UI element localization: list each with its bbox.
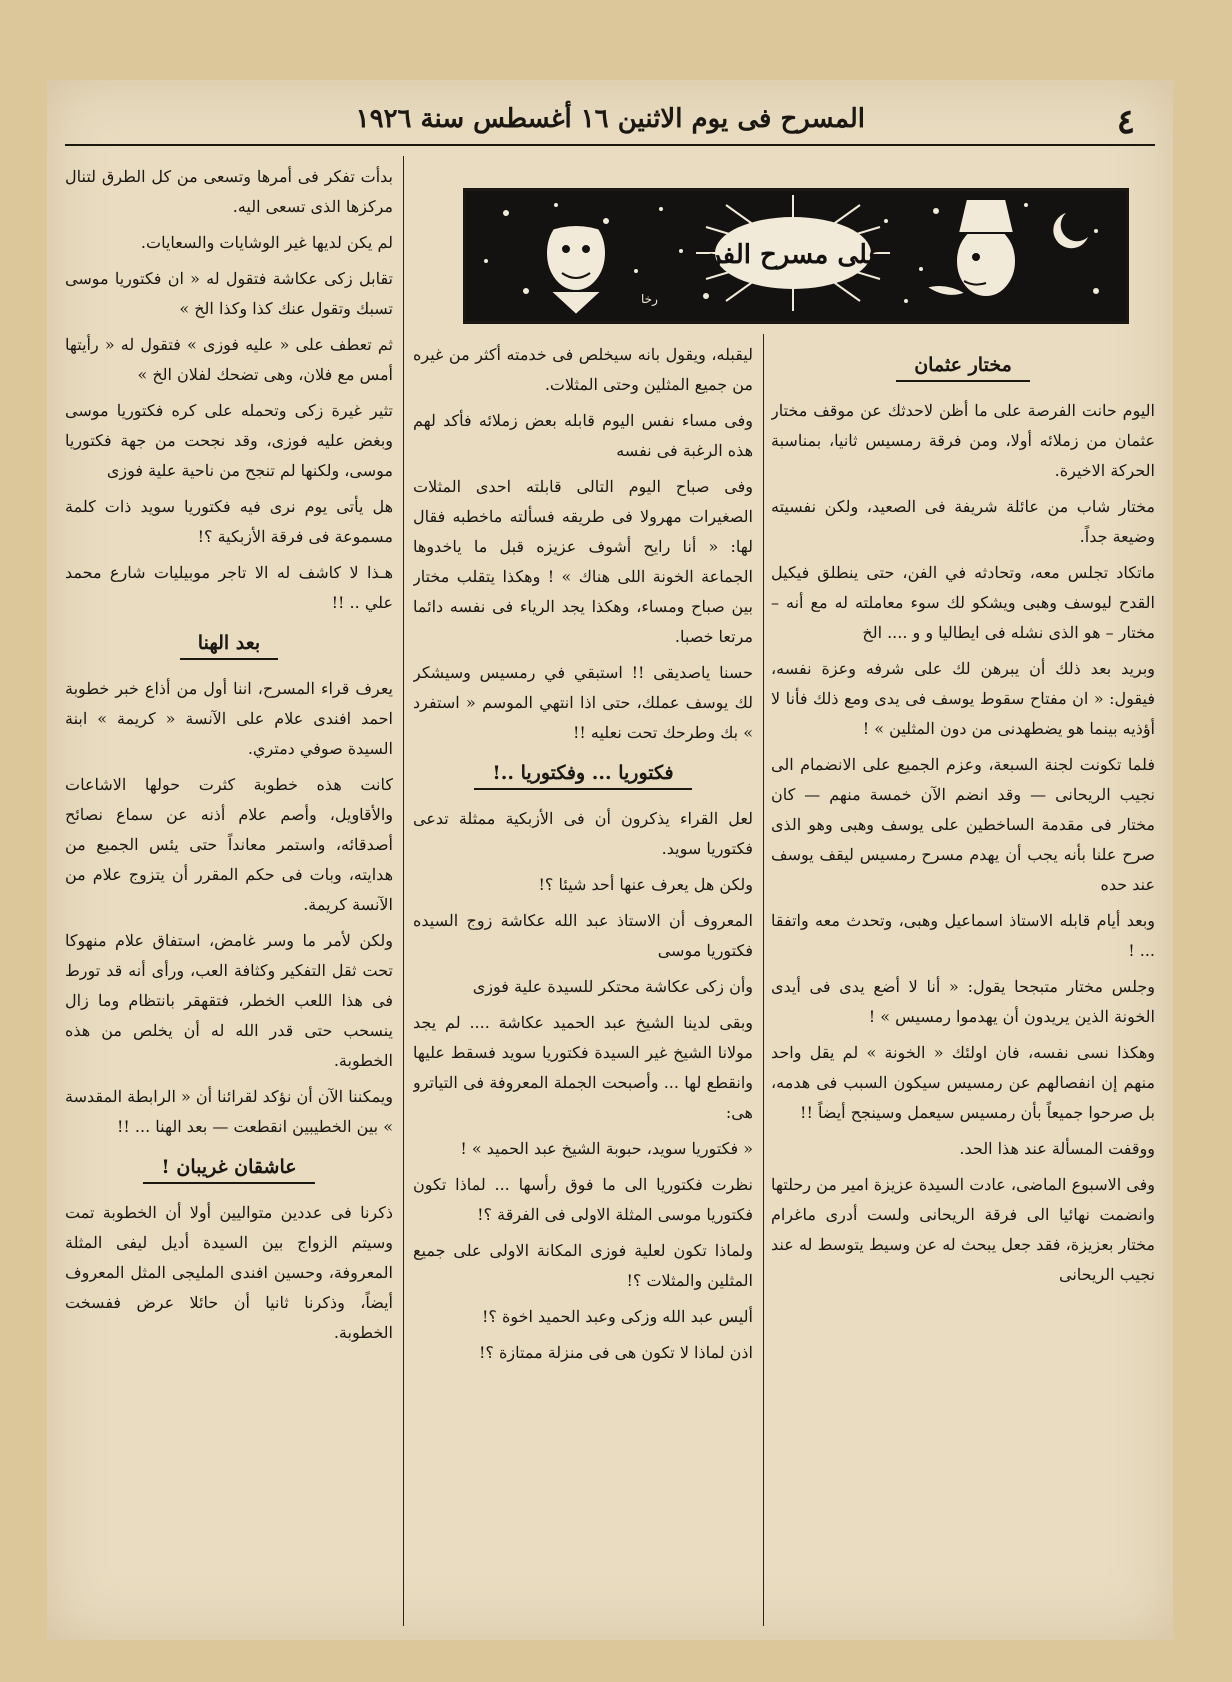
paragraph: أليس عبد الله وزكى وعبد الحميد اخوة ؟!: [481, 1307, 753, 1326]
paragraph: ولكن هل يعرف عنها أحد شيئا ؟!: [538, 875, 753, 894]
paragraph: « فكتوريا سويد، حبوبة الشيخ عبد الحميد » !: [460, 1139, 753, 1158]
paragraph: وفى مساء نفس اليوم قابله بعض زملائه فأكد لهم هذه الرغبة فى نفسه: [413, 411, 753, 460]
page-number: ٤: [1116, 102, 1135, 142]
paragraph: المعروف أن الاستاذ عبد الله عكاشة زوج السيده فكتوريا موسى: [413, 911, 753, 960]
banner-illustration: [466, 191, 1120, 315]
paragraph: هل يأتى يوم نرى فيه فكتوريا سويد ذات كلمة مسموعة فى فرقة الأزبكية ؟!: [65, 497, 393, 546]
paragraph: وفى صباح اليوم التالى قابلته احدى المثلات الصغيرات مهرولا فى طريقه فسألته ماخطبه فقال لها: « أنا رايح أشوف عزيزه قبل ما ياخدوها الجماعة الخونة اللى هناك » ! وهكذا يتقلب مختار بين صباح ومساء، وهكذا يجد الرياء فى نفسه دائما مرتعا خصبا.: [413, 477, 753, 646]
paragraph: نظرت فكتوريا الى ما فوق رأسها ... لماذا تكون فكتوريا موسى المثلة الاولى فى الفرقة ؟!: [413, 1175, 753, 1224]
paragraph: ولماذا تكون لعلية فوزى المكانة الاولى على جميع المثلين والمثلات ؟!: [413, 1241, 753, 1290]
paragraph: بدأت تفكر فى أمرها وتسعى من كل الطرق لتنال مركزها الذى تسعى اليه.: [65, 167, 393, 216]
paragraph: لم يكن لديها غير الوشايات والسعايات.: [140, 233, 393, 252]
paragraph: وأن زكى عكاشة محتكر للسيدة علية فوزى: [472, 977, 753, 996]
masthead-title: المسرح فى يوم الاثنين ١٦ أغسطس سنة ١٩٢٦: [355, 104, 865, 134]
paragraph: ثم تعطف على « عليه فوزى » فتقول له « رأيتها أمس مع فلان، وهى تضحك لفلان الخ »: [65, 335, 393, 384]
paragraph: ويمكننا الآن أن نؤكد لقرائنا أن « الرابطة المقدسة » بين الخطيبين انقطعت — بعد الهنا ... !!: [65, 1087, 393, 1136]
section-title: بعد الهنا: [180, 632, 278, 660]
paragraph: وجلس مختار متبجحا يقول: « أنا لا أضع يدى فى أيدى الخونة الذين يريدون أن يهدموا رمسيس » !: [771, 977, 1155, 1026]
banner-title: على مسرح الفن: [702, 240, 884, 270]
paragraph: اذن لماذا لا تكون هى فى منزلة ممتازة ؟!: [479, 1343, 753, 1362]
section-title: فكتوريا ... وفكتوريا ..!: [474, 762, 691, 790]
column-banner: [463, 188, 1129, 324]
paragraph: ماتكاد تجلس معه، وتحادثه في الفن، حتى ينطلق فيكيل القدح ليوسف وهبى ويشكو لك سوء معاملته له مع أنه – مختار – هو الذى نشله فى ايطاليا و و .... الخ: [771, 563, 1155, 642]
newspaper-page: [47, 80, 1173, 1640]
paragraph: حسنا ياصديقى !! استبقي في رمسيس وسيشكر لك يوسف عملك، حتى اذا انتهي الموسم « استفرد » بك وطرحك تحت نعليه !!: [413, 663, 753, 742]
section-title: عاشقان غريبان !: [143, 1156, 314, 1184]
paragraph: تثير غيرة زكى وتحمله على كره فكتوريا موسى وبغض عليه فوزى، وقد نجحت من جهة فكتوريا موسى، ولكنها لم تنجح من ناحية علية فوزى: [65, 401, 393, 480]
paragraph: مختار شاب من عائلة شريفة فى الصعيد، ولكن نفسيته وضيعة جداً.: [771, 497, 1155, 546]
page-header: [65, 102, 1155, 146]
paragraph: لعل القراء يذكرون أن فى الأزبكية ممثلة تدعى فكتوريا سويد.: [413, 809, 753, 858]
paragraph: ووقفت المسألة عند هذا الحد.: [959, 1139, 1155, 1158]
section-title: مختار عثمان: [896, 354, 1030, 382]
column-divider: [403, 156, 404, 1626]
paragraph: يعرف قراء المسرح، اننا أول من أذاع خبر خطوبة احمد افندى علام على الآنسة « كريمة » ابنة السيدة صوفي دمتري.: [65, 679, 393, 758]
paragraph: ليقبله، ويقول بانه سيخلص فى خدمته أكثر من غيره من جميع المثلين وحتى المثلات.: [413, 345, 753, 394]
paragraph: وهكذا نسى نفسه، فان اولئك « الخونة » لم يقل واحد منهم إن انفصالهم عن رمسيس سيكون السبب فى هدمه، بل صرحوا جميعاً بأن رمسيس سيعمل وسينجح أيضاً !!: [771, 1043, 1155, 1122]
paragraph: تقابل زكى عكاشة فتقول له « ان فكتوريا موسى تسبك وتقول عنك كذا وكذا الخ »: [65, 269, 393, 318]
paragraph: وبقى لدينا الشيخ عبد الحميد عكاشة .... لم يجد مولانا الشيخ غير السيدة فكتوريا سويد فسقط عليها وانقطع لها ... وأصبحت الجملة المعروفة فى التياترو هى:: [413, 1013, 753, 1122]
article-mukhtar-othman: [771, 340, 1155, 1624]
paragraph: فلما تكونت لجنة السبعة، وعزم الجميع على الانضمام الى نجيب الريحانى — وقد انضم الآن خمسة منهم — كان مختار فى مقدمة الساخطين على يوسف وهبى وهو الذى صرح علنا بأنه يجب أن يهدم مسرح رمسيس ليقف يوسف عند حده: [771, 755, 1155, 894]
column-divider: [763, 334, 764, 1626]
paragraph: اليوم حانت الفرصة على ما أظن لاحدثك عن موقف مختار عثمان من زملائه أولا، ومن فرقة رمسيس ثانيا، بمناسبة الحركة الاخيرة.: [771, 401, 1155, 480]
paragraph: وبريد بعد ذلك أن يبرهن لك على شرفه وعزة نفسه، فيقول: « ان مفتاح سقوط يوسف فى يدى ومع ذلك فأنا لا أؤذيه بينما هو يضطهدنى من دون المثلين » !: [771, 659, 1155, 738]
article-victoria: [413, 340, 753, 1624]
paragraph: وفى الاسبوع الماضى، عادت السيدة عزيزة امير من رحلتها وانضمت نهائيا الى فرقة الريحانى ولست أدرى ماغرام مختار بعزيزة، فقد جعل يبحث له عن وسيط يتوسط له عند نجيب الريحانى: [771, 1175, 1155, 1284]
paragraph: ذكرنا فى عددين متواليين أولا أن الخطوبة تمت وسيتم الزواج بين السيدة أديل ليفى المثلة المعروفة، وحسين افندى المليجى المثل المعروف أيضاً، وذكرنا ثانيا أن حائلا عرض ففسخت الخطوبة.: [65, 1203, 393, 1342]
paragraph: كانت هذه خطوبة كثرت حولها الاشاعات والأقاويل، وأصم علام أذنه عن سماع نصائح أصدقائه، واستمر معانداً حتى يئس الجميع من هدايته، وبات فى حكم المقرر أن يتزوج علام من الآنسة كريمة.: [65, 775, 393, 914]
paragraph: هـذا لا كاشف له الا تاجر موبيليات شارع محمد علي .. !!: [65, 563, 393, 612]
paragraph: وبعد أيام قابله الاستاذ اسماعيل وهبى، وتحدث معه واتفقا ... !: [771, 911, 1155, 960]
article-left-column: [65, 162, 393, 1624]
paragraph: ولكن لأمر ما وسر غامض، استفاق علام منهوكا تحت ثقل التفكير وكثافة العب، ورأى أنه قد تورط فى هذا اللعب الخطر، فتقهقر بانتظام وما زال ينسحب حتى قدر الله له أن يخلص من هذه الخطوبة.: [65, 931, 393, 1070]
artist-signature: رخا: [641, 292, 658, 306]
